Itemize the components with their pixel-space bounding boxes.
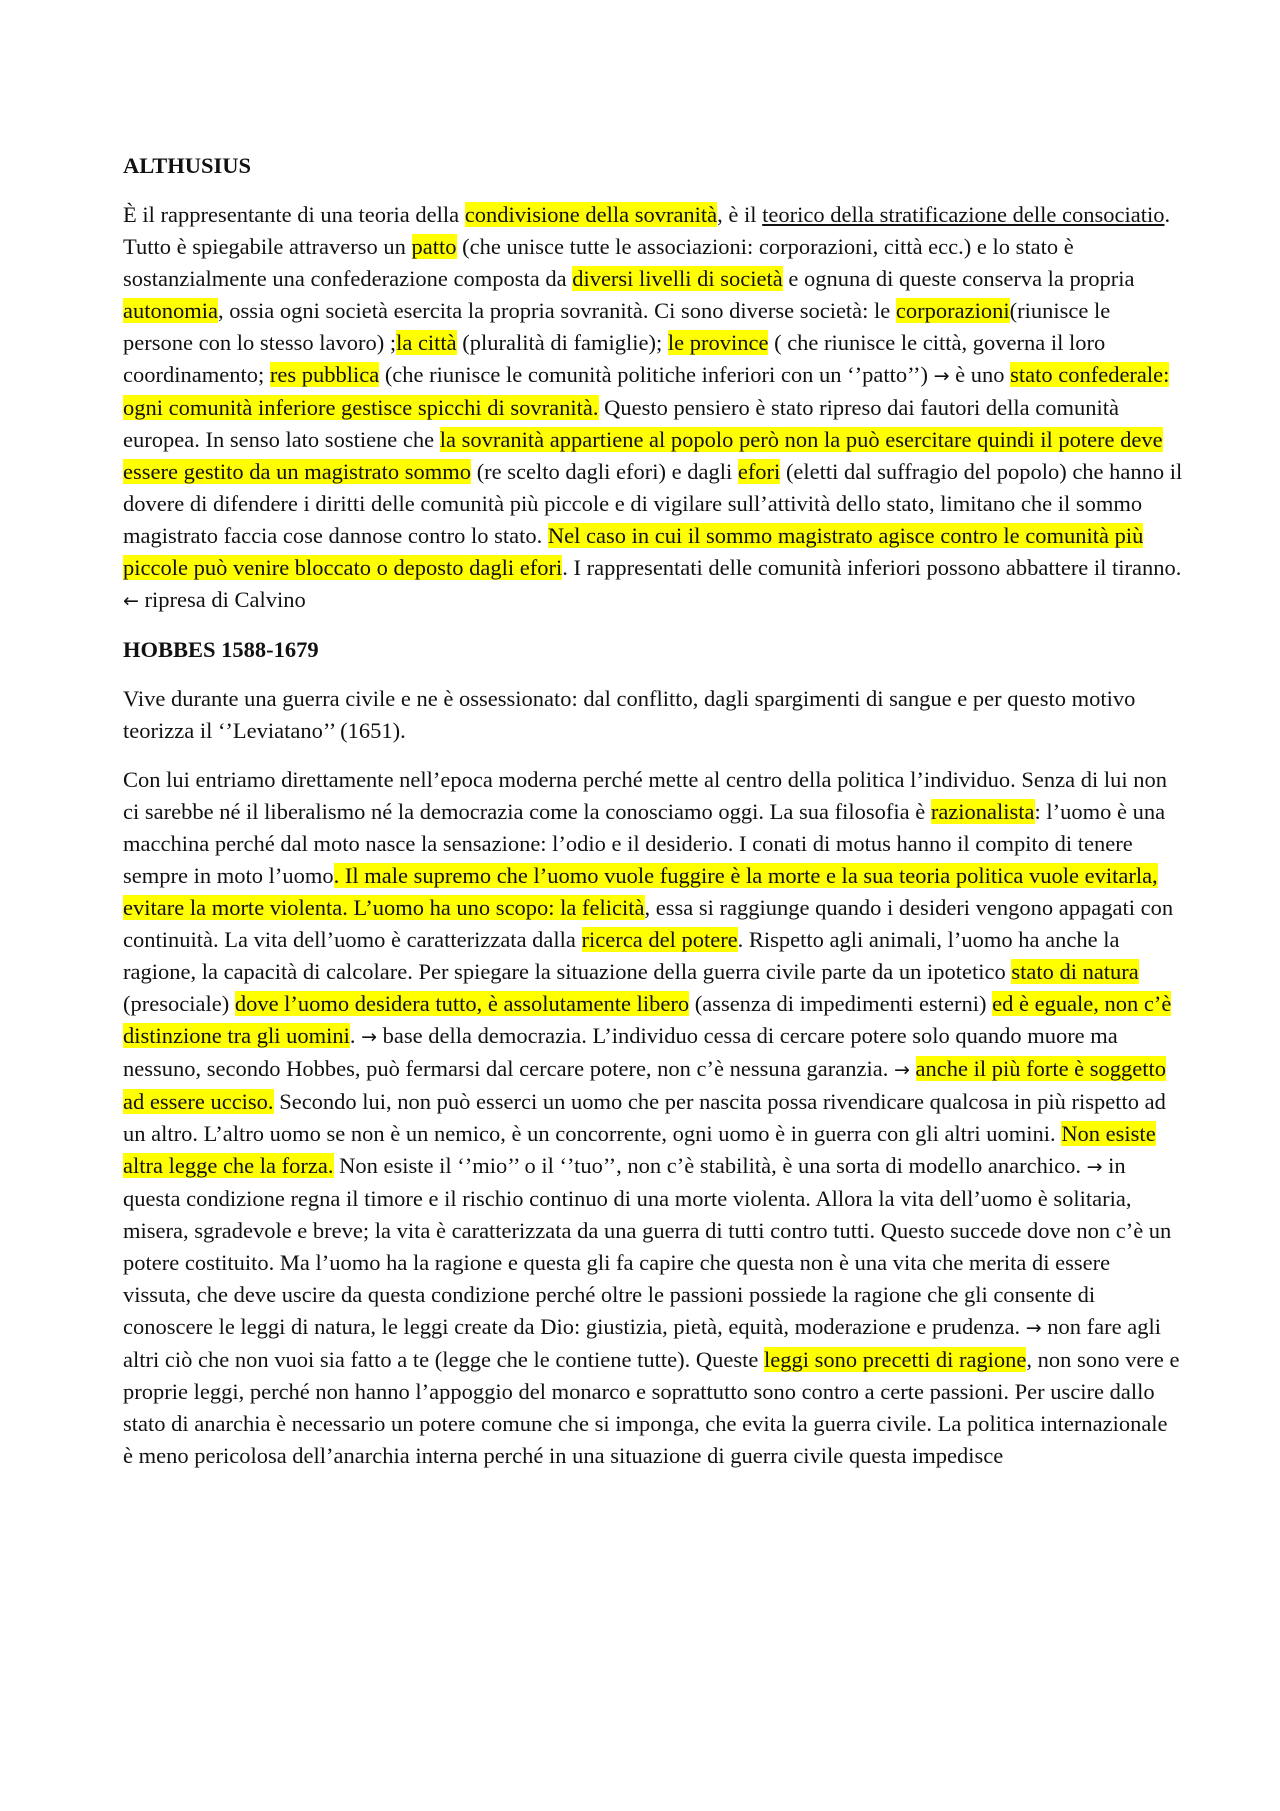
highlight: Non esiste altra legge che la forza.	[123, 1121, 1156, 1178]
section-title-althusius: ALTHUSIUS	[123, 153, 251, 178]
highlight: le province	[667, 330, 769, 355]
highlight: ricerca del potere	[581, 927, 738, 952]
right-arrow-icon: →	[1086, 1156, 1103, 1178]
right-arrow-icon: →	[361, 1026, 378, 1048]
highlight: res pubblica	[269, 362, 380, 387]
highlight: stato di natura	[1011, 959, 1139, 984]
right-arrow-icon: →	[1025, 1317, 1042, 1339]
highlight: patto	[411, 234, 457, 259]
highlight: la sovranità appartiene al popolo però non la può esercitare quindi il potere deve essere gestito da un magistrato sommo	[123, 427, 1163, 484]
highlight: Nel caso in cui il sommo magistrato agisce contro le comunità più piccole può venire bloccato o deposto dagli efori	[123, 523, 1144, 580]
highlight: corporazioni	[895, 298, 1010, 323]
althusius-paragraph: È il rappresentante di una teoria della condivisione della sovranità, è il teorico della stratificazione delle consociatio. Tutto è spiegabile attraverso un patto (che unisce tutte le associazioni: corporazioni, città ecc.) e lo stato è sostanzialmente una confederazione composta da diversi livelli di società e ognuna di queste conserva la propria autonomia, ossia ogni società esercita la propria sovranità. Ci sono diverse società: le corporazioni(riunisce le persone con lo stesso lavoro) ;la città (pluralità di famiglie); le province ( che riunisce le città, governa il loro coordinamento; res pubblica (che riunisce le comunità politiche inferiori con un ‘’patto’’) → è uno stato confederale: ogni comunità inferiore gestisce spicchi di sovranità. Questo pensiero è stato ripreso dai fautori della comunità europea. In senso lato sostiene che la sovranità appartiene al popolo però non la può esercitare quindi il potere deve essere gestito da un magistrato sommo (re scelto dagli efori) e dagli efori (eletti dal suffragio del popolo) che hanno il dovere di difendere i diritti delle comunità più piccole e di vigilare sull’attività dello stato, limitano che il sommo magistrato faccia cose dannose contro lo stato. Nel caso in cui il sommo magistrato agisce contro le comunità più piccole può venire bloccato o deposto dagli efori. I rappresentati delle comunità inferiori possono abbattere il tiranno. ← ripresa di Calvino	[123, 202, 1183, 612]
section-title-hobbes: HOBBES 1588-1679	[123, 637, 319, 662]
document-page	[123, 150, 1183, 1489]
highlight: condivisione della sovranità	[464, 202, 718, 227]
highlight: leggi sono precetti di ragione	[764, 1347, 1027, 1372]
highlight: razionalista	[930, 799, 1035, 824]
highlight: la città	[396, 330, 457, 355]
underlined-text: teorico della stratificazione delle consociatio	[762, 202, 1165, 227]
highlight: stato confederale: ogni comunità inferiore gestisce spicchi di sovranità.	[123, 362, 1170, 420]
highlight: diversi livelli di società	[572, 266, 783, 291]
right-arrow-icon: →	[933, 365, 950, 387]
highlight: . Il male supremo che l’uomo vuole fuggire è la morte e la sua teoria politica vuole evitarla, evitare la morte violenta. L’uomo ha uno scopo: la felicità	[123, 863, 1158, 920]
highlight: ed è eguale, non c’è distinzione tra gli uomini	[123, 991, 1172, 1048]
right-arrow-icon: →	[893, 1059, 910, 1081]
highlight: autonomia	[123, 298, 218, 323]
hobbes-intro-paragraph: Vive durante una guerra civile e ne è ossessionato: dal conflitto, dagli spargimenti di sangue e per questo motivo teorizza il ‘’Leviatano’’ (1651).	[123, 686, 1136, 743]
highlight: anche il più forte è soggetto ad essere ucciso.	[123, 1056, 1167, 1114]
hobbes-main-paragraph: Con lui entriamo direttamente nell’epoca moderna perché mette al centro della politica l’individuo. Senza di lui non ci sarebbe né il liberalismo né la democrazia come la conosciamo oggi. La sua filosofia è razionalista: l’uomo è una macchina perché dal moto nasce la sensazione: l’odio e il desiderio. I conati di motus hanno il compito di tenere sempre in moto l’uomo. Il male supremo che l’uomo vuole fuggire è la morte e la sua teoria politica vuole evitarla, evitare la morte violenta. L’uomo ha uno scopo: la felicità, essa si raggiunge quando i desideri vengono appagati con continuità. La vita dell’uomo è caratterizzata dalla ricerca del potere. Rispetto agli animali, l’uomo ha anche la ragione, la capacità di calcolare. Per spiegare la situazione della guerra civile parte da un ipotetico stato di natura (presociale) dove l’uomo desidera tutto, è assolutamente libero (assenza di impedimenti esterni) ed è eguale, non c’è distinzione tra gli uomini. → base della democrazia. L’individuo cessa di cercare potere solo quando muore ma nessuno, secondo Hobbes, può fermarsi dal cercare potere, non c’è nessuna garanzia. → anche il più forte è soggetto ad essere ucciso. Secondo lui, non può esserci un uomo che per nascita possa rivendicare qualcosa in più rispetto ad un altro. L’altro uomo se non è un nemico, è un concorrente, ogni uomo è in guerra con gli altri uomini. Non esiste altra legge che la forza. Non esiste il ‘’mio’’ o il ‘’tuo’’, non c’è stabilità, è una sorta di modello anarchico. → in questa condizione regna il timore e il rischio continuo di una morte violenta. Allora la vita dell’uomo è solitaria, misera, sgradevole e breve; la vita è caratterizzata da una guerra di tutti contro tutti. Questo succede dove non c’è un potere costituito. Ma l’uomo ha la ragione e questa gli fa capire che questa non è una vita che merita di essere vissuta, che deve uscire da questa condizione perché oltre le passioni possiede la ragione che gli consente di conoscere le leggi di natura, le leggi create da Dio: giustizia, pietà, equità, moderazione e prudenza. → non fare agli altri ciò che non vuoi sia fatto a te (legge che le contiene tutte). Queste leggi sono precetti di ragione, non sono vere e proprie leggi, perché non hanno l’appoggio del monarco e soprattutto sono contro a certe passioni. Per uscire dallo stato di anarchia è necessario un potere comune che si imponga, che evita la guerra civile. La politica internazionale è meno pericolosa dell’anarchia interna perché in una situazione di guerra civile questa impedisce	[123, 767, 1180, 1468]
highlight: dove l’uomo desidera tutto, è assolutamente libero	[234, 991, 690, 1016]
highlight: efori	[737, 459, 781, 484]
left-arrow-icon: ←	[123, 590, 139, 612]
